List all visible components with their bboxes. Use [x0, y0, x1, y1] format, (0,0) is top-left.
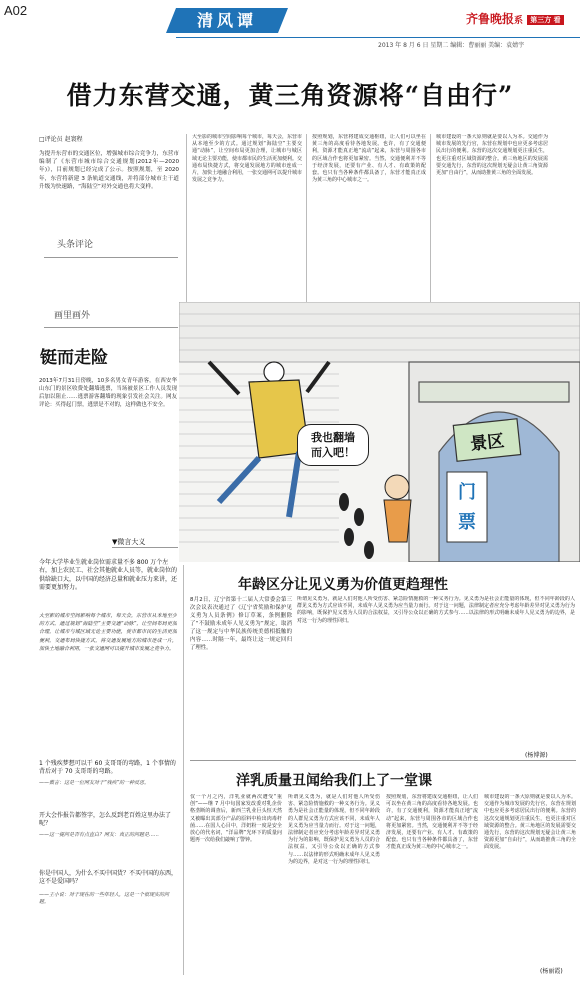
ticket-sign-char-1: 门	[458, 482, 476, 503]
lead-column-2: 大至影的城市空间影响每个城市，每天会，东营市从本地至少的方式。通过规划“海陆空”主要交通“动脉”，让空间布局更加合理，让城市与城区域无论主要功能，使市都市民的生活更加便利。交通布局快捷方式，将交通发展地方的城市连成一片，加快土地融合利用，一张交通网可以提升城市发展之竞争力。	[192, 134, 302, 184]
issue-meta: 2013 年 8 月 6 日 星期二 编辑：曹丽丽 美编：袁婧宇	[378, 42, 525, 49]
weibo-body: 大至影的城市空间影响每个城市，每天会，东营市从本地至少的方式。通过规划“海陆空”主要交通“动脉”，让空间布局更加合理，让城市与城区域无论主要功能，使市都市民的生活更加便利。交通布局快捷方式，将交通发展地方的城市连成一片，加快土地融合利用，一张交通网可以提升城市发展之竞争力。	[39, 613, 177, 652]
article2-headline: 洋乳质量丑闻给我们上了一堂课	[236, 773, 432, 789]
lead-author: □评论员 赵寰程	[39, 136, 83, 143]
lead-intro: 为提升东营市的交通区位，增强城市综合竞争力，东营市编制了《东营市城市综合交通规划(2012年—2020年)》，目前规划已经完成了公示。按照规划，至 2020 年，东营将新建 3 条轨道交通线，并将部分城市主干道升级为快速路，“海陆空”对外交通也将大变样。	[39, 151, 179, 190]
logo-sys: 系	[514, 16, 524, 26]
gate	[409, 362, 580, 562]
ticket-sign	[447, 472, 487, 542]
weibo-answer-2: ——这一提问是否有点直白？网友：真正的问题是……	[39, 832, 160, 838]
article1-body: 所谓见义勇为，就是人们对他人所受伤害、紧急险情施救的一种义务行为。见义勇为是社会正能量的体现，但不同年龄段的人群见义勇为方式应该不同，未成年人见义勇为应当量力而行。对于这一问题，法律制定者应充分考虑年龄差异对见义勇为行为的影响，既保护见义勇为人员的合法权益，又引导公众以正确的方式参与……以法律的形式明确未成年人见义勇为的边界，是对这一行为的理性回归。	[297, 596, 575, 624]
column-divider	[183, 565, 184, 975]
weibo-heading: ▼微言大义	[112, 538, 146, 546]
section-rule	[44, 257, 178, 258]
newspaper-logo	[466, 10, 564, 26]
article1-side: 8月2日，辽宁省第十二届人大常委会第三次会议表决通过了《辽宁省奖励和保护见义勇为人员条例》修订草案，条例删除了“不鼓励未成年人见义勇为”规定，取消了这一规定与中华民族传统美德相抵触的内容……时隔一年，最终让这一规定回归了理性。	[190, 597, 292, 651]
weibo-answer-1: ——微言：这是一位网友对于“残疾”的一种反思。	[39, 780, 150, 786]
column-divider	[186, 134, 187, 314]
weibo-question-2: 开大会作报告都签字，怎么反到老百姓这里办法了呢？	[39, 812, 172, 828]
scenic-sign-text: 景区	[469, 431, 506, 455]
article2-author: (杨丽霞)	[540, 968, 563, 975]
scenic-sign	[453, 419, 520, 461]
article1-author: (杨博源)	[525, 752, 548, 759]
article2-col4: 城市建设的一条大原则就是要以人为本。交通作为城市发展的先行官，东营在规划中也应更多考虑居民出行的便利。东营的这次交通规划更注重民生，也更注重对区域资源的整合。黄三角地区的发展需要交通先行，东营的这次规划无疑会让黄三角资源更加“自由行”，从而助推黄三角的全面发展。	[484, 794, 576, 851]
cartoon-caption: 2013年7月31日傍晚，10多名男女青年游客，在西安华山东门的景区收费处翻墙逃票，当场被景区工作人员发现后加以阻止……逃票游客翻墙的现象引发社会关注。网友评论：买得起门票，逃票是不对的，这样做也不安全。	[39, 378, 177, 408]
cartoon-drawing	[179, 302, 580, 562]
column-divider	[306, 134, 307, 314]
article2-col1: 仅一个月之内，洋乳业就两次遭受“重创”——继 7 月中旬国家发改委对乳企价格垄断的调查后，新西兰乳业巨头恒天然又被曝出其部分产品的原料中检出肉毒杆菌……在国人心目中，洋奶粉一度是安全放心的代名词，“洋品牌”光环下的质量问题再一次给我们敲响了警钟。	[190, 794, 282, 844]
ticket-sign-char-2: 票	[458, 512, 476, 533]
article2-col2: 所谓见义勇为，就是人们对他人所受伤害、紧急险情施救的一种义务行为。见义勇为是社会正能量的体现，但不同年龄段的人群见义勇为方式应该不同，未成年人见义勇为应当量力而行。对于这一问题，法律制定者应充分考虑年龄差异对见义勇为行为的影响，既保护见义勇为人员的合法权益，又引导公众以正确的方式参与……以法律的形式明确未成年人见义勇为的边界，是对这一行为的理性回归。	[288, 794, 380, 865]
header-rule	[176, 37, 580, 38]
cartoon-illustration	[179, 302, 580, 562]
article2-col3: 按照规划，东营将建成交通枢纽，让人们可以坐在黄三角的高度看待各地发展。也许，有了交通便利，资源才能真正地“流动”起来，东营与周围各市的区域合作也将更加紧密。当然，交通便利并不等于经济发展，还要有产业、有人才、有政策的配套。也只有当各种条件都具备了，东营才能真正成为黄三角的中心城市之一。	[386, 794, 478, 851]
weibo-answer-3: ——王小说：对于现在的一些年轻人，这是一个很现实的问题。	[39, 892, 170, 906]
logo-badge: 第三方 看	[527, 15, 563, 25]
section-rule	[112, 547, 178, 548]
section-label-cartoon: 画里画外	[54, 311, 91, 321]
lead-headline: 借力东营交通，黄三角资源将“自由行”	[66, 81, 514, 110]
lead-column-3: 按照规划，东营将建成交通枢纽，让人们可以坐在黄三角的高度看待各地发展。也许，有了交通便利，资源才能真正地“流动”起来，东营与周围各市的区域合作也将更加紧密。当然，交通便利并不等于经济发展，还要有产业、有人才、有政策的配套。也只有当各种条件都具备了，东营才能真正成为黄三角的中心城市之一。	[312, 134, 426, 184]
speech-bubble: 我也翻墙 而入吧！	[297, 424, 369, 466]
column-divider	[430, 134, 431, 314]
section-rule	[44, 327, 178, 328]
boy	[384, 475, 411, 542]
article-divider	[190, 760, 576, 761]
weibo-question-3: 你是中国人，为什么不买中国货？不买中国的东西，这不是爱国吗？	[39, 870, 178, 886]
weibo-intro: 今年大学毕业生就业岗位需求量不多 800 万个左右，加上农民工、社会其他就业人员等，就业岗位的供给缺口大，以中国的经济总量和就业压力来讲，还需要更加努力。	[39, 559, 178, 592]
section-banner: 清风谭	[176, 8, 278, 33]
page-number: A02	[4, 3, 28, 18]
weibo-question-1: 1 个残疾梦想可以干 60 支哥哥的弯路，1 个事情的背后对于 70 支哥哥的弯路。	[39, 760, 176, 776]
article1-headline: 年龄区分让见义勇为价值更趋理性	[238, 577, 448, 593]
section-label-headline-comment: 头条评论	[57, 240, 94, 250]
brick-wall	[179, 302, 580, 362]
lead-column-4: 城市建设的一条大原则就是要以人为本。交通作为城市发展的先行官，东营在规划中也应更多考虑居民出行的便利。东营的这次交通规划更注重民生，也更注重对区域资源的整合。黄三角地区的发展需要交通先行，东营的这次规划无疑会让黄三角资源更加“自由行”，从而助推黄三角的全面发展。	[436, 134, 548, 177]
logo-text: 齐鲁晚报	[466, 12, 515, 26]
cartoon-title: 铤而走险	[40, 348, 108, 368]
